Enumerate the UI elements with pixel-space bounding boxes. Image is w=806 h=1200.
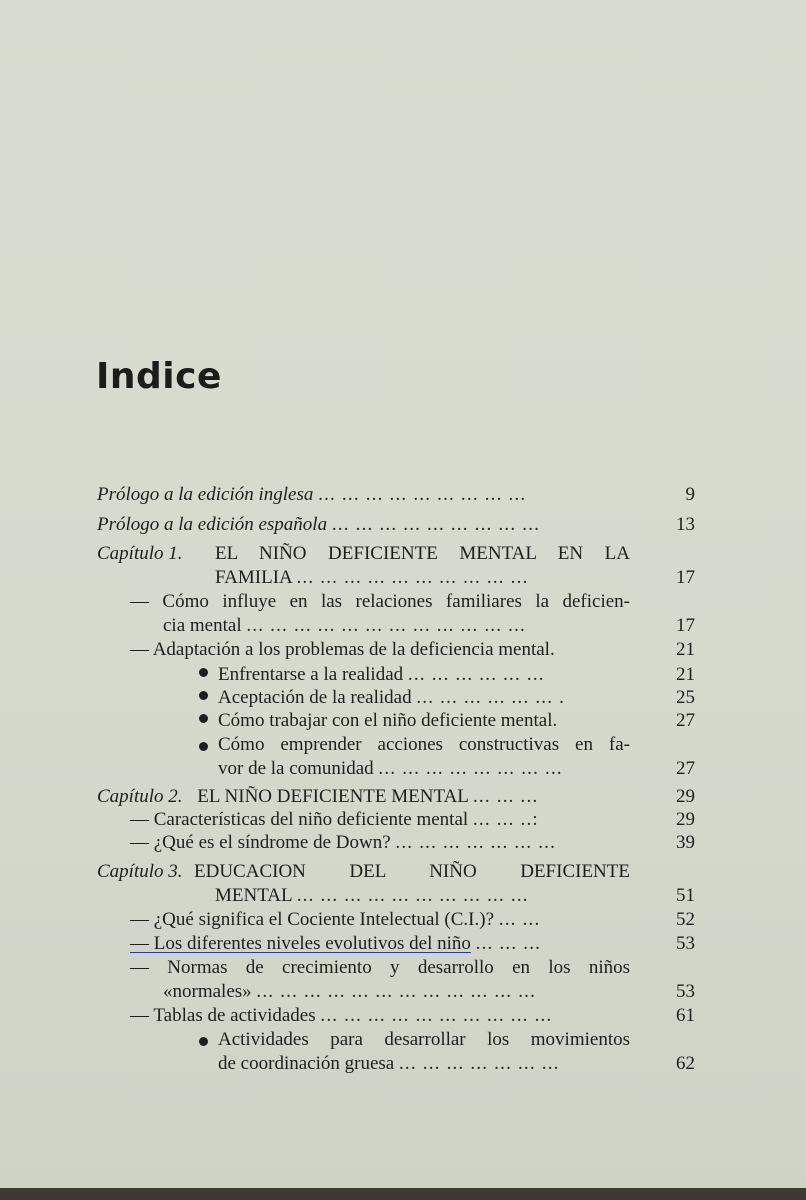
toc-page-number: 62 [676, 1053, 695, 1074]
toc-page-number: 17 [676, 615, 695, 636]
toc-entry-label: — ¿Qué significa el Cociente Intelectual (C.I.)? [130, 909, 495, 930]
bullet-icon [199, 742, 208, 751]
toc-leader-dots: ... ... ... ... ... ... ... ... ... ... [320, 1005, 553, 1026]
toc-page-number: 21 [676, 664, 695, 685]
toc-chapter-3-title-cont [215, 884, 529, 908]
toc-subentry-actividades-coordinacion-cont [218, 1052, 560, 1076]
toc-entry-prologo-espanola [97, 513, 540, 537]
toc-page-number: 17 [676, 567, 695, 588]
toc-entry-cociente-intelectual [130, 908, 540, 932]
toc-page-number: 53 [676, 981, 695, 1002]
toc-entry-line: cia mental [163, 615, 242, 636]
toc-page-number: 29 [676, 786, 695, 807]
toc-entry-normas-crecimiento-cont [163, 980, 536, 1004]
toc-entry-label: Aceptación de la realidad [218, 687, 412, 708]
toc-page-number: 27 [676, 710, 695, 731]
toc-subentry-como-trabajar [199, 709, 557, 733]
toc-page-number: 53 [676, 933, 695, 954]
chapter-title-line: FAMILIA [215, 567, 292, 588]
page-bottom-edge [0, 1188, 806, 1200]
toc-chapter-3-title [194, 860, 630, 884]
toc-leader-dots: ... ... ... ... ... ... ... ... [378, 758, 563, 779]
chapter-title-line: MENTAL [215, 885, 292, 906]
toc-page-number: 52 [676, 909, 695, 930]
toc-chapter-1-prefix [97, 542, 183, 566]
toc-page-number: 61 [676, 1005, 695, 1026]
toc-entry-adaptacion [130, 638, 555, 662]
toc-page-number: 29 [676, 809, 695, 830]
toc-leader-dots: ... ... ... ... ... ... . [416, 687, 566, 708]
toc-chapter-2 [97, 785, 538, 809]
toc-leader-dots: ... ... ... ... ... ... ... ... ... ... ... ... [256, 981, 537, 1002]
chapter-label: Capítulo 2. [97, 786, 183, 807]
toc-leader-dots: ... ... ... ... ... ... ... ... ... ... [296, 567, 529, 588]
toc-entry-label: — Tablas de actividades [130, 1005, 316, 1026]
chapter-label: Capítulo 3. [97, 861, 183, 882]
toc-leader-dots: ... ... ... ... ... ... ... ... ... ... ... ... [246, 615, 527, 636]
toc-entry-como-influye-cont [163, 614, 526, 638]
toc-entry-tablas-actividades [130, 1004, 552, 1028]
bullet-icon [199, 1037, 208, 1046]
toc-entry-sindrome-down [130, 831, 556, 855]
bullet-icon [199, 714, 208, 723]
chapter-label: Capítulo 1. [97, 543, 183, 564]
toc-leader-dots: ... ... ... ... ... ... ... [398, 1053, 560, 1074]
toc-entry-caracteristicas [130, 808, 539, 832]
toc-entry-label: — Los diferentes niveles evolutivos del niño [130, 933, 471, 954]
toc-leader-dots: ... ... ... ... ... ... ... ... ... [331, 514, 541, 535]
toc-entry-label: — Características del niño deficiente mental [130, 809, 469, 830]
chapter-title-line: EL NIÑO DEFICIENTE MENTAL [197, 786, 469, 807]
toc-leader-dots: ... ... ... ... ... ... ... ... ... [318, 484, 527, 505]
toc-leader-dots: ... ... ... [475, 933, 542, 954]
toc-entry-label: Cómo trabajar con el niño deficiente mental. [218, 710, 558, 731]
toc-subentry-aceptacion [199, 686, 565, 710]
toc-subentry-como-emprender [199, 733, 630, 757]
toc-entry-como-influye [130, 590, 630, 614]
toc-entry-line: Cómo emprender acciones constructivas en fa- [218, 734, 630, 755]
toc-subentry-como-emprender-cont [218, 757, 563, 781]
toc-entry-line: vor de la comunidad [218, 758, 374, 779]
toc-page-number: 39 [676, 832, 695, 853]
toc-entry-line: — Cómo influye en las relaciones familiares la deficien- [130, 591, 630, 612]
toc-entry-label: — ¿Qué es el síndrome de Down? [130, 832, 391, 853]
toc-chapter-3-prefix [97, 860, 183, 884]
toc-entry-line: Actividades para desarrollar los movimientos [218, 1029, 630, 1050]
toc-entry-niveles-evolutivos [130, 932, 541, 956]
toc-subentry-enfrentarse [199, 663, 545, 687]
toc-entry-label: Enfrentarse a la realidad [218, 664, 404, 685]
toc-page-number: 13 [676, 514, 695, 535]
bullet-icon [199, 668, 208, 677]
toc-subentry-actividades-coordinacion [199, 1028, 630, 1052]
toc-leader-dots: ... ... ... ... ... ... ... ... ... ... [296, 885, 529, 906]
toc-entry-prologo-inglesa [97, 483, 526, 507]
toc-entry-label: Prólogo a la edición inglesa [97, 484, 314, 505]
toc-page-number: 21 [676, 639, 695, 660]
toc-page-number: 51 [676, 885, 695, 906]
toc-chapter-1-title-cont [215, 566, 529, 590]
toc-leader-dots: ... ... ..: [472, 809, 539, 830]
toc-page-number: 27 [676, 758, 695, 779]
toc-page-number: 9 [685, 484, 695, 505]
chapter-title-line: EL NIÑO DEFICIENTE MENTAL EN LA [215, 543, 630, 564]
chapter-title-line: EDUCACION DEL NIÑO DEFICIENTE [194, 861, 630, 882]
toc-entry-line: — Normas de crecimiento y desarrollo en los niños [130, 957, 630, 978]
toc-page-number: 25 [676, 687, 695, 708]
toc-leader-dots: ... ... ... ... ... ... [407, 664, 545, 685]
toc-entry-line: «normales» [163, 981, 252, 1002]
toc-leader-dots: ... ... ... [472, 786, 539, 807]
toc-entry-label: Prólogo a la edición española [97, 514, 328, 535]
toc-entry-normas-crecimiento [130, 956, 630, 980]
toc-leader-dots: ... ... [498, 909, 541, 930]
toc-entry-label: — Adaptación a los problemas de la deficiencia mental. [130, 639, 555, 660]
toc-leader-dots: ... ... ... ... ... ... ... [395, 832, 557, 853]
bullet-icon [199, 691, 208, 700]
toc-entry-line: de coordinación gruesa [218, 1053, 395, 1074]
page-title: Indice [96, 356, 222, 397]
toc-chapter-1-title [215, 542, 630, 566]
